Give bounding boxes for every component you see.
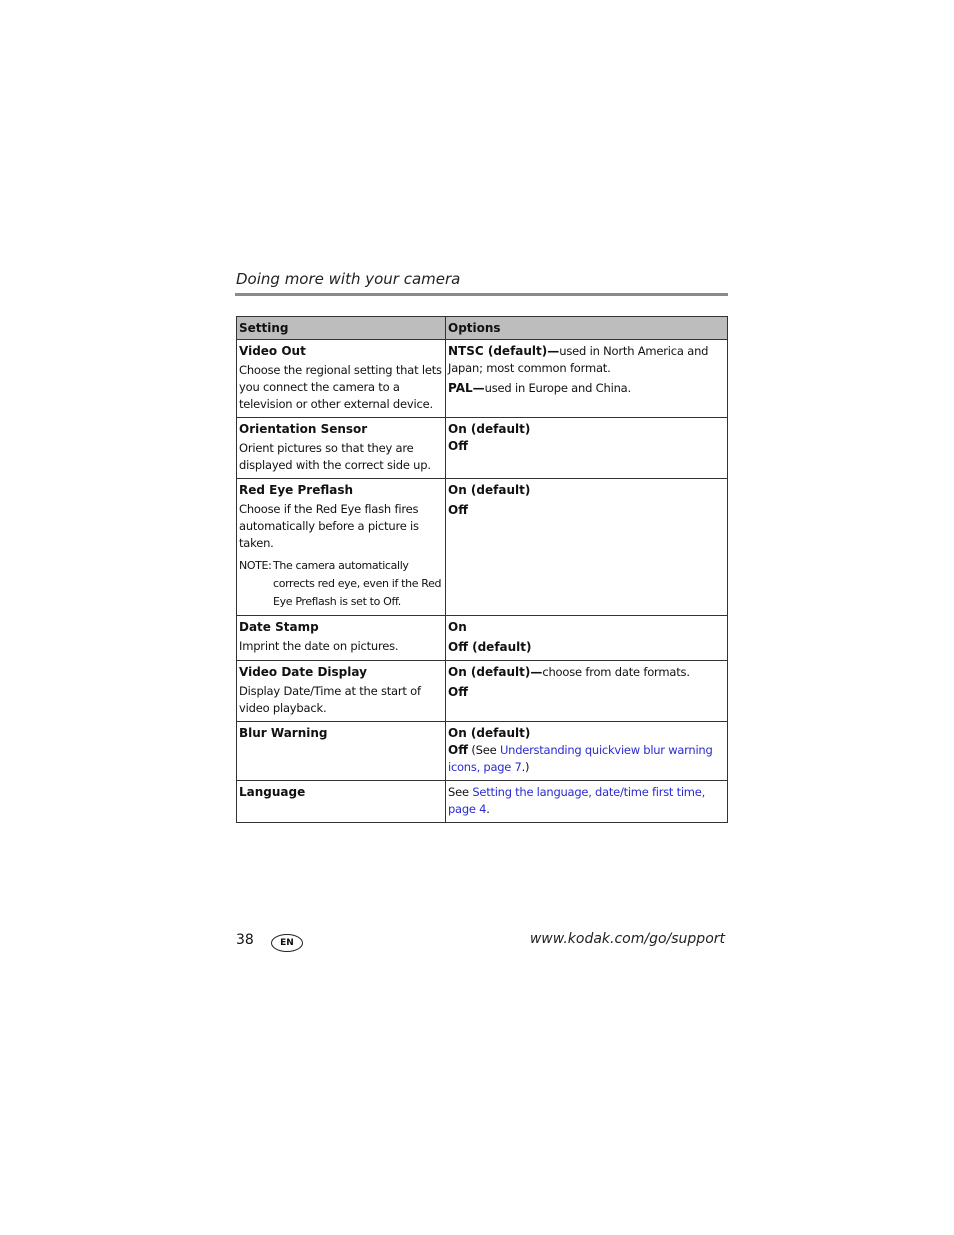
table-row [237, 418, 728, 479]
option-line: On [448, 620, 467, 634]
column-header-options: Options [446, 317, 728, 340]
column-header-setting: Setting [237, 317, 446, 340]
table-row [237, 781, 728, 823]
setting-cell [237, 418, 446, 479]
setting-name: Video Out [239, 344, 306, 358]
option-line: Off (See Understanding quickview blur warning icons, page 7.) [448, 743, 713, 774]
setting-cell [237, 781, 446, 823]
page-header-title: Doing more with your camera [236, 270, 461, 288]
table-row [237, 722, 728, 781]
table-row [237, 616, 728, 661]
option-line: Off [448, 685, 468, 699]
support-url[interactable]: www.kodak.com/go/support [529, 931, 725, 947]
option-line: On (default) [448, 483, 531, 497]
header-rule [235, 293, 728, 296]
setting-name: Blur Warning [239, 726, 328, 740]
setting-description: Choose the regional setting that lets you connect the camera to a television or other external device. [239, 363, 442, 411]
option-line: PAL—used in Europe and China. [448, 381, 631, 395]
setting-description: Imprint the date on pictures. [239, 639, 399, 653]
setting-cell [237, 722, 446, 781]
option-line: On (default) [448, 422, 531, 436]
options-cell [446, 418, 728, 479]
options-cell [446, 722, 728, 781]
setting-name: Date Stamp [239, 620, 319, 634]
options-cell [446, 781, 728, 823]
setting-note [239, 557, 442, 611]
options-cell [446, 616, 728, 661]
option-line: NTSC (default)—used in North America and Japan; most common format. [448, 344, 709, 375]
option-line: On (default)—choose from date formats. [448, 665, 690, 679]
option-line: On (default) [448, 726, 531, 740]
options-cell [446, 479, 728, 616]
setting-description: Orient pictures so that they are displayed with the correct side up. [239, 441, 431, 472]
table-header-row [237, 317, 728, 340]
options-cell [446, 340, 728, 418]
note-label: NOTE: [239, 559, 272, 572]
page-number: 38 [236, 932, 254, 948]
setting-name: Language [239, 785, 306, 799]
blur-warning-link[interactable]: Understanding quickview blur warning icons, page 7 [448, 743, 713, 774]
language-setup-link[interactable]: Setting the language, date/time first time, page 4 [448, 785, 705, 816]
setting-cell [237, 479, 446, 616]
option-line: Off [448, 503, 468, 517]
setting-name: Orientation Sensor [239, 422, 368, 436]
setting-description: Display Date/Time at the start of video playback. [239, 684, 421, 715]
setting-cell [237, 661, 446, 722]
option-line: See Setting the language, date/time first time, page 4. [448, 785, 705, 816]
options-cell [446, 661, 728, 722]
table-row [237, 479, 728, 616]
setting-name: Video Date Display [239, 665, 367, 679]
setting-cell [237, 616, 446, 661]
note-text: The camera automatically corrects red eye, even if the Red Eye Preflash is set to Off. [273, 559, 442, 608]
table-row [237, 340, 728, 418]
setting-name: Red Eye Preflash [239, 483, 354, 497]
option-line: Off (default) [448, 640, 532, 654]
setting-description: Choose if the Red Eye flash fires automatically before a picture is taken. [239, 502, 419, 550]
setting-cell [237, 340, 446, 418]
option-line: Off [448, 439, 468, 453]
table-row [237, 661, 728, 722]
settings-table [236, 316, 728, 823]
language-badge: EN [271, 934, 303, 952]
